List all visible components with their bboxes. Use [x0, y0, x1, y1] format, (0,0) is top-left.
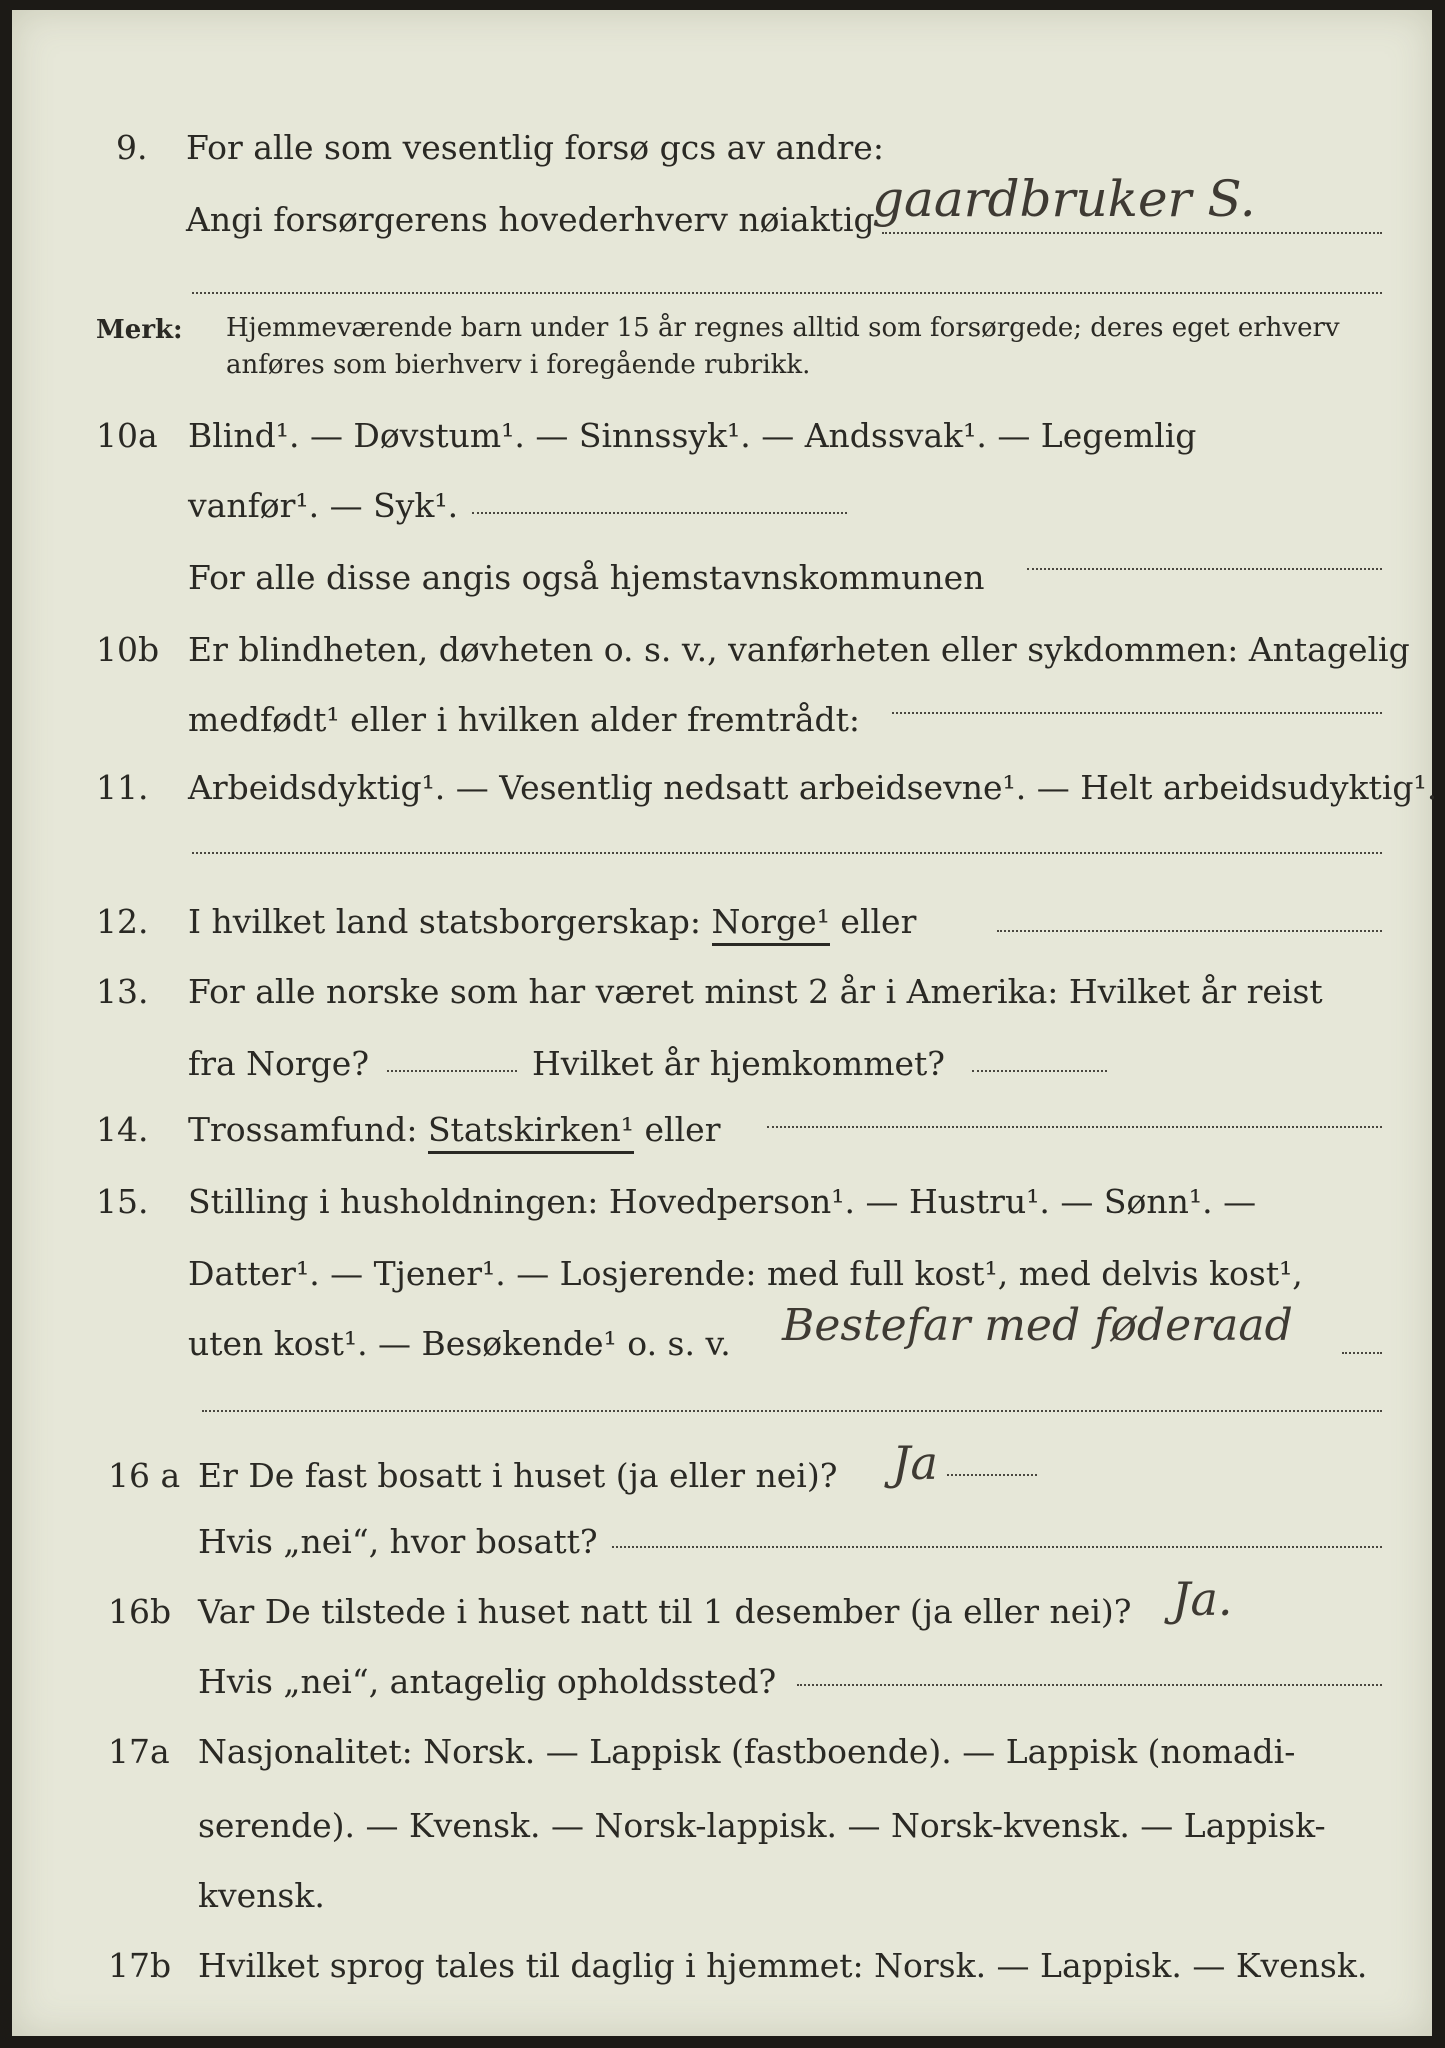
question-14-answer-line: [767, 1126, 1382, 1128]
question-10b-line-1: Er blindheten, døvheten o. s. v., vanførheten eller sykdommen: Antagelig: [188, 630, 1410, 669]
census-form-page: [12, 10, 1438, 2036]
question-15-extra-line: [202, 1410, 1382, 1412]
question-17a-line-2: serende). — Kvensk. — Norsk-lappisk. — Norsk-kvensk. — Lappisk-: [198, 1806, 1326, 1845]
question-15-line-1: Stilling i husholdningen: Hovedperson¹. — Hustru¹. — Sønn¹. —: [188, 1182, 1257, 1221]
question-9-extra-line: [192, 292, 1382, 294]
question-10a-answer-line: [472, 512, 847, 514]
question-10b-answer-line: [892, 712, 1382, 714]
question-12-eller: eller: [840, 902, 917, 941]
question-9-line-1: For alle som vesentlig forsø gcs av andre:: [186, 128, 884, 167]
question-14-eller: eller: [644, 1110, 721, 1149]
merk-line-2: anføres som bierhverv i foregående rubrikk.: [226, 350, 811, 380]
question-13-line-2a: fra Norge?: [188, 1044, 370, 1083]
question-17b-number: 17b: [108, 1946, 172, 1985]
question-10a-home-line: [1027, 568, 1382, 570]
question-16b-answer-handwriting: Ja.: [1172, 1572, 1233, 1626]
question-14-number: 14.: [96, 1110, 149, 1149]
question-12-text: I hvilket land statsborgerskap:: [188, 902, 702, 941]
question-12-line: [188, 902, 916, 941]
question-15-line-3: uten kost¹. — Besøkende¹ o. s. v.: [188, 1324, 731, 1363]
question-15-answer-handwriting: Bestefar med føderaad: [782, 1300, 1293, 1351]
question-10a-line-2: vanfør¹. — Syk¹.: [188, 486, 459, 525]
question-10a-line-3: For alle disse angis også hjemstavnskommunen: [188, 558, 985, 597]
question-16b-number: 16b: [108, 1592, 172, 1631]
question-14-line: [188, 1110, 720, 1149]
question-16a-line-2: Hvis „nei“, hvor bosatt?: [198, 1522, 598, 1561]
question-9-answer-handwriting: gaardbruker S.: [872, 170, 1256, 228]
question-13-hjemkommet-line: [972, 1070, 1107, 1072]
question-13-line-1: For alle norske som har været minst 2 år i Amerika: Hvilket år reist: [188, 972, 1323, 1011]
question-13-reist-line: [387, 1070, 517, 1072]
question-16a-line-1: Er De fast bosatt i huset (ja eller nei)?: [198, 1456, 838, 1495]
question-15-answer-line: [1342, 1352, 1382, 1354]
question-16a-bosatt-line: [612, 1546, 1382, 1548]
question-12-answer-line: [997, 930, 1382, 932]
question-17a-line-1: Nasjonalitet: Norsk. — Lappisk (fastboende). — Lappisk (nomadi-: [198, 1732, 1296, 1771]
question-9-answer-line: [882, 232, 1382, 234]
question-14-statskirken-option: Statskirken¹: [428, 1110, 634, 1154]
question-14-text: Trossamfund:: [188, 1110, 418, 1149]
question-12-norge-option: Norge¹: [712, 902, 830, 946]
merk-label: Merk:: [96, 315, 183, 345]
question-9-number: 9.: [116, 128, 148, 167]
question-11-line-1: Arbeidsdyktig¹. — Vesentlig nedsatt arbeidsevne¹. — Helt arbeidsudyktig¹.: [188, 768, 1438, 807]
question-11-answer-line: [192, 852, 1382, 854]
question-11-number: 11.: [96, 768, 149, 807]
question-16a-answer-line: [947, 1474, 1037, 1476]
question-17a-number: 17a: [108, 1732, 170, 1771]
question-10b-number: 10b: [96, 630, 160, 669]
question-16a-number: 16 a: [108, 1456, 181, 1495]
question-10a-line-1: Blind¹. — Døvstum¹. — Sinnssyk¹. — Andssvak¹. — Legemlig: [188, 416, 1197, 455]
question-15-number: 15.: [96, 1182, 149, 1221]
merk-line-1: Hjemmeværende barn under 15 år regnes alltid som forsørgede; deres eget erhverv: [226, 313, 1340, 343]
question-13-number: 13.: [96, 972, 149, 1011]
question-16b-line-2: Hvis „nei“, antagelig opholdssted?: [198, 1662, 777, 1701]
question-17b-line-1: Hvilket sprog tales til daglig i hjemmet: Norsk. — Lappisk. — Kvensk.: [198, 1946, 1368, 1985]
question-13-line-2b: Hvilket år hjemkommet?: [532, 1044, 945, 1083]
question-9-line-2: Angi forsørgerens hovederhverv nøiaktig: [186, 200, 875, 239]
question-10a-number: 10a: [96, 416, 158, 455]
question-16b-opholdssted-line: [797, 1684, 1382, 1686]
question-16a-answer-handwriting: Ja: [892, 1436, 938, 1490]
question-15-line-2: Datter¹. — Tjener¹. — Losjerende: med full kost¹, med delvis kost¹,: [188, 1254, 1303, 1293]
question-10b-line-2: medfødt¹ eller i hvilken alder fremtrådt:: [188, 700, 861, 739]
question-16b-line-1: Var De tilstede i huset natt til 1 desember (ja eller nei)?: [198, 1592, 1132, 1631]
question-17a-line-3: kvensk.: [198, 1876, 325, 1915]
question-12-number: 12.: [96, 902, 149, 941]
